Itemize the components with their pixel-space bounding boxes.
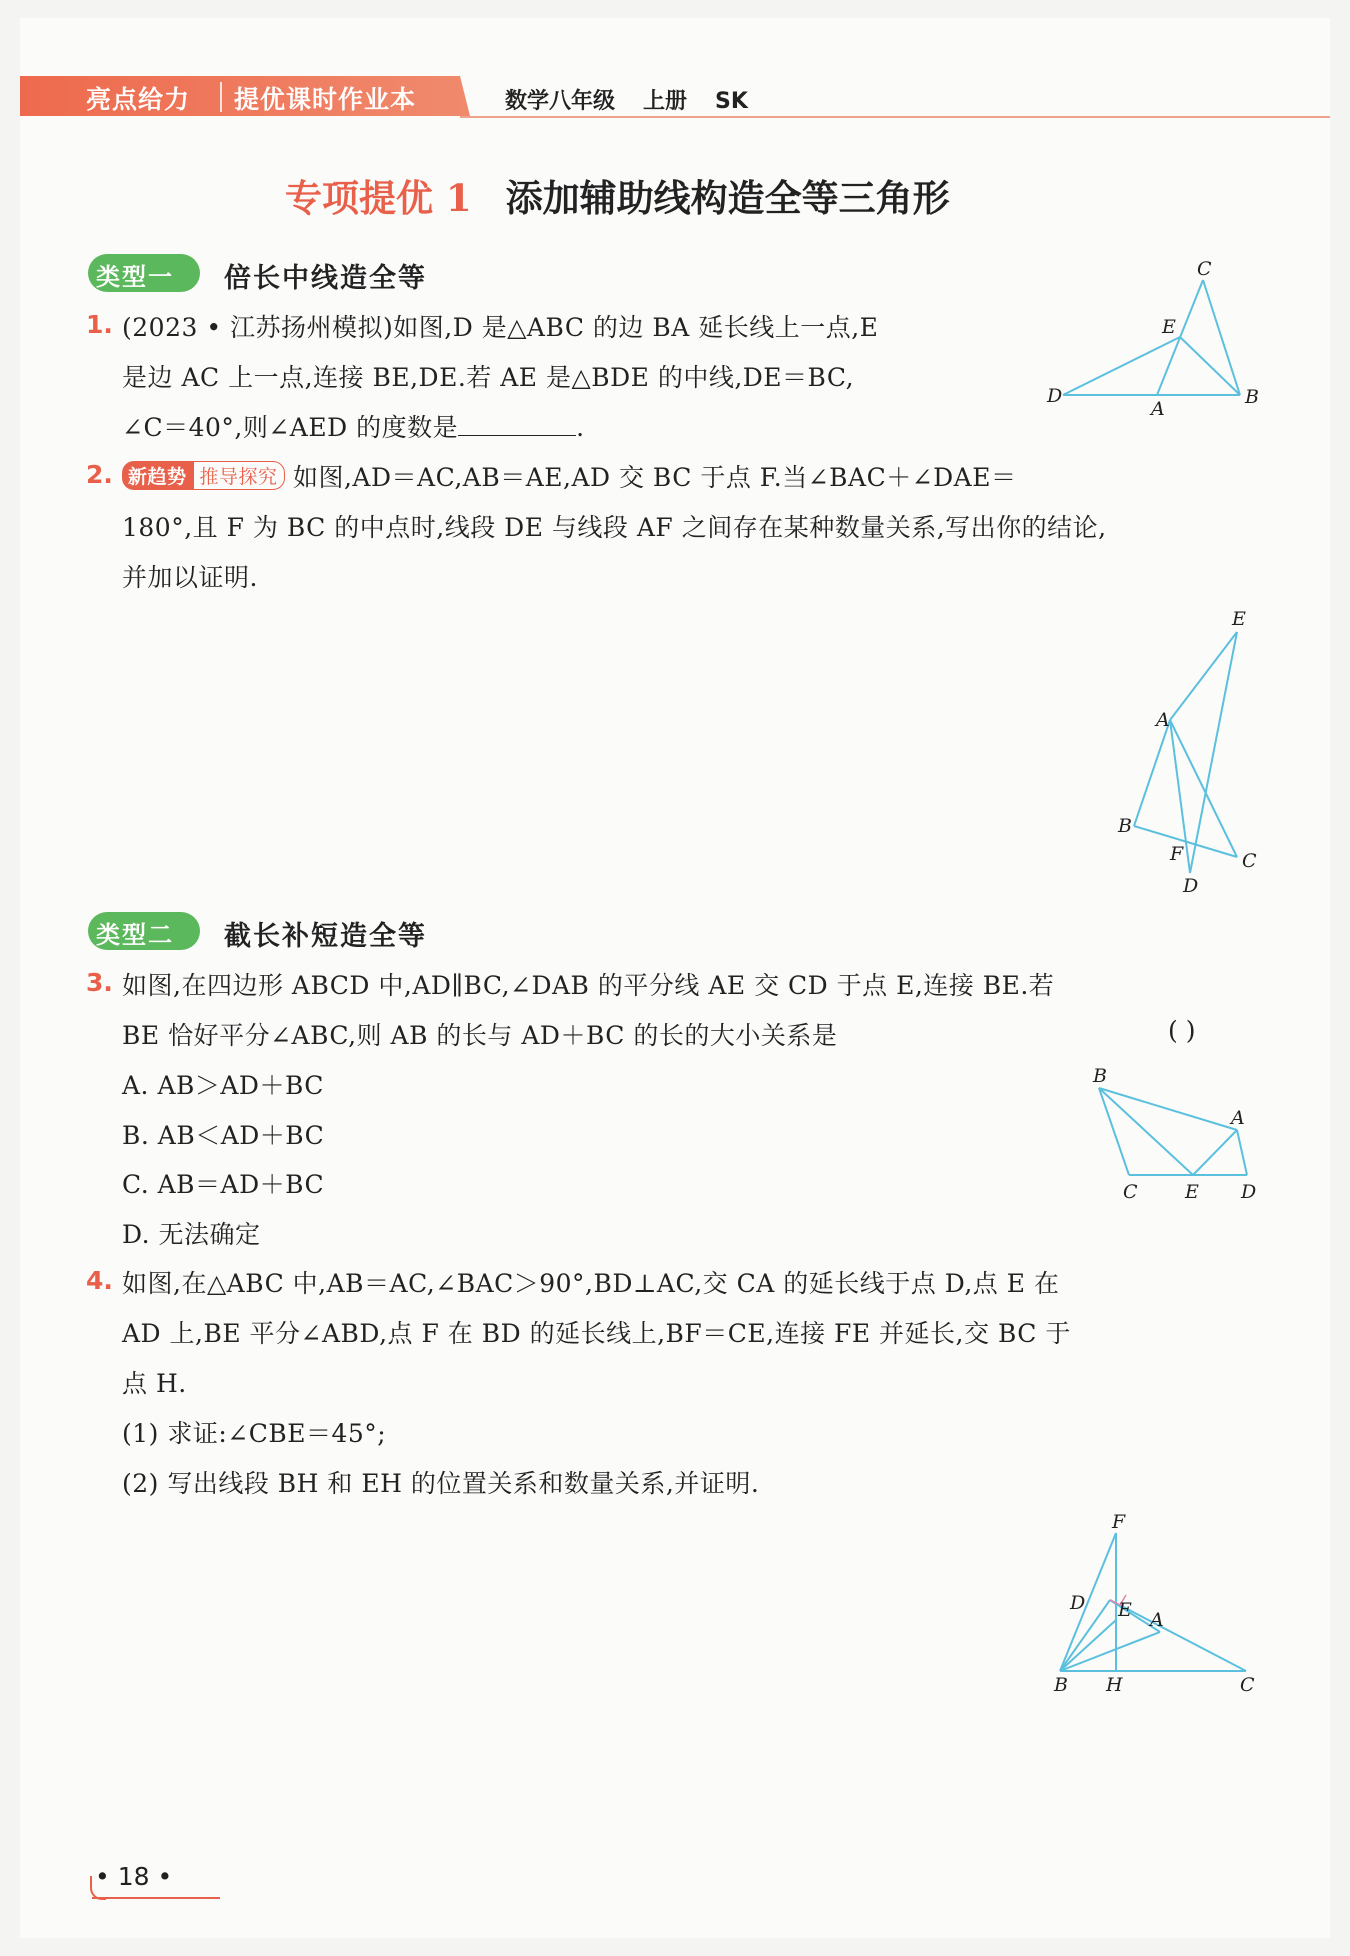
header-info [505, 84, 776, 115]
problem1-line3 [122, 408, 585, 444]
problem2-line3: 并加以证明. [122, 563, 258, 592]
option-d[interactable]: D. 无法确定 [122, 1220, 261, 1249]
fig3-label-b: B [1093, 1065, 1107, 1087]
problem2-line1-text: 如图,AD＝AC,AB＝AE,AD 交 BC 于点 F.当∠BAC＋∠DAE＝ [292, 463, 1017, 492]
answer-blank[interactable] [458, 413, 576, 436]
answer-bracket[interactable]: ( ) [1168, 1016, 1196, 1045]
fig4-label-h: H [1106, 1674, 1123, 1696]
fig2-label-a: A [1156, 709, 1170, 731]
fig1-label-d: D [1047, 385, 1063, 407]
fig4-label-c: C [1240, 1674, 1255, 1696]
problem3-line1: 如图,在四边形 ABCD 中,AD∥BC,∠DAB 的平分线 AE 交 CD 于点 E,连接 BE.若 [122, 971, 1055, 1000]
page-number-rule [92, 1897, 220, 1899]
page-number: • 18 • [95, 1862, 173, 1891]
problem1-line3-text: ∠C＝40°,则∠AED 的度数是 [122, 413, 459, 442]
fig2-label-d: D [1183, 875, 1199, 897]
figure-problem2 [1110, 605, 1270, 895]
fig2-label-f: F [1170, 843, 1184, 865]
fig2-label-c: C [1242, 850, 1257, 872]
header-rule [460, 116, 1330, 118]
page-title [285, 168, 950, 222]
header-series: 提优课时作业本 [234, 85, 417, 114]
fig3-label-c: C [1123, 1181, 1138, 1203]
header-volume: 上册 [643, 89, 688, 114]
fig4-label-a: A [1150, 1609, 1164, 1631]
problem2-line2: 180°,且 F 为 BC 的中点时,线段 DE 与线段 AF 之间存在某种数量关系,写出你的结论, [122, 513, 1107, 542]
type2-title: 截长补短造全等 [224, 921, 427, 952]
problem3-number: 3. [86, 968, 113, 997]
fig1-label-b: B [1245, 386, 1259, 408]
figure-problem4 [1040, 1508, 1270, 1696]
problem1-line2: 是边 AC 上一点,连接 BE,DE.若 AE 是△BDE 的中线,DE＝BC, [122, 363, 855, 392]
header-edition: SK [715, 89, 748, 114]
figure-problem1 [1045, 255, 1270, 420]
option-a[interactable]: A. AB＞AD＋BC [122, 1071, 324, 1100]
problem4-sub1: (1) 求证:∠CBE＝45°; [122, 1419, 387, 1448]
title-label: 专项提优 1 [285, 176, 472, 220]
header-separator [220, 82, 222, 112]
fig1-label-c: C [1197, 258, 1212, 280]
fig2-label-b: B [1118, 815, 1132, 837]
problem4-line3: 点 H. [122, 1369, 187, 1398]
fig4-label-f: F [1112, 1511, 1126, 1533]
type1-badge-label: 类型一 [96, 263, 174, 291]
type1-badge [88, 254, 200, 292]
option-b[interactable]: B. AB＜AD＋BC [122, 1121, 325, 1150]
fig4-label-e: E [1118, 1599, 1132, 1621]
explore-tag: 推导探究 [193, 461, 285, 490]
header-subject: 数学八年级 [505, 89, 616, 114]
problem4-number: 4. [86, 1266, 113, 1295]
fig3-label-e: E [1185, 1181, 1199, 1203]
figure-problem3 [1085, 1060, 1275, 1203]
problem1-line1: (2023 • 江苏扬州模拟)如图,D 是△ABC 的边 BA 延长线上一点,E [122, 313, 879, 342]
header-brand: 亮点给力 [86, 85, 191, 114]
fig1-label-e: E [1162, 316, 1176, 338]
title-text: 添加辅助线构造全等三角形 [505, 176, 950, 220]
fig3-label-d: D [1241, 1181, 1257, 1203]
problem2-number: 2. [86, 460, 113, 489]
problem4-line1: 如图,在△ABC 中,AB＝AC,∠BAC＞90°,BD⊥AC,交 CA 的延长线于点 D,点 E 在 [122, 1269, 1060, 1298]
problem1-number: 1. [86, 310, 113, 339]
type2-badge [88, 912, 200, 950]
problem4-line2: AD 上,BE 平分∠ABD,点 F 在 BD 的延长线上,BF＝CE,连接 FE 并延长,交 BC 于 [122, 1319, 1071, 1348]
type1-title: 倍长中线造全等 [224, 263, 427, 294]
fig1-label-a: A [1151, 398, 1165, 420]
trend-tag: 新趋势 [122, 461, 193, 490]
option-c[interactable]: C. AB＝AD＋BC [122, 1170, 325, 1199]
problem2-line1 [122, 458, 1017, 494]
problem1-line3-end: . [576, 413, 585, 442]
type2-badge-label: 类型二 [96, 921, 174, 949]
problem4-sub2: (2) 写出线段 BH 和 EH 的位置关系和数量关系,并证明. [122, 1469, 760, 1498]
problem3-line2: BE 恰好平分∠ABC,则 AB 的长与 AD＋BC 的长的大小关系是 [122, 1021, 838, 1050]
fig2-label-e: E [1232, 608, 1246, 630]
fig4-label-d: D [1070, 1592, 1086, 1614]
fig3-label-a: A [1231, 1107, 1245, 1129]
fig4-label-b: B [1054, 1674, 1068, 1696]
